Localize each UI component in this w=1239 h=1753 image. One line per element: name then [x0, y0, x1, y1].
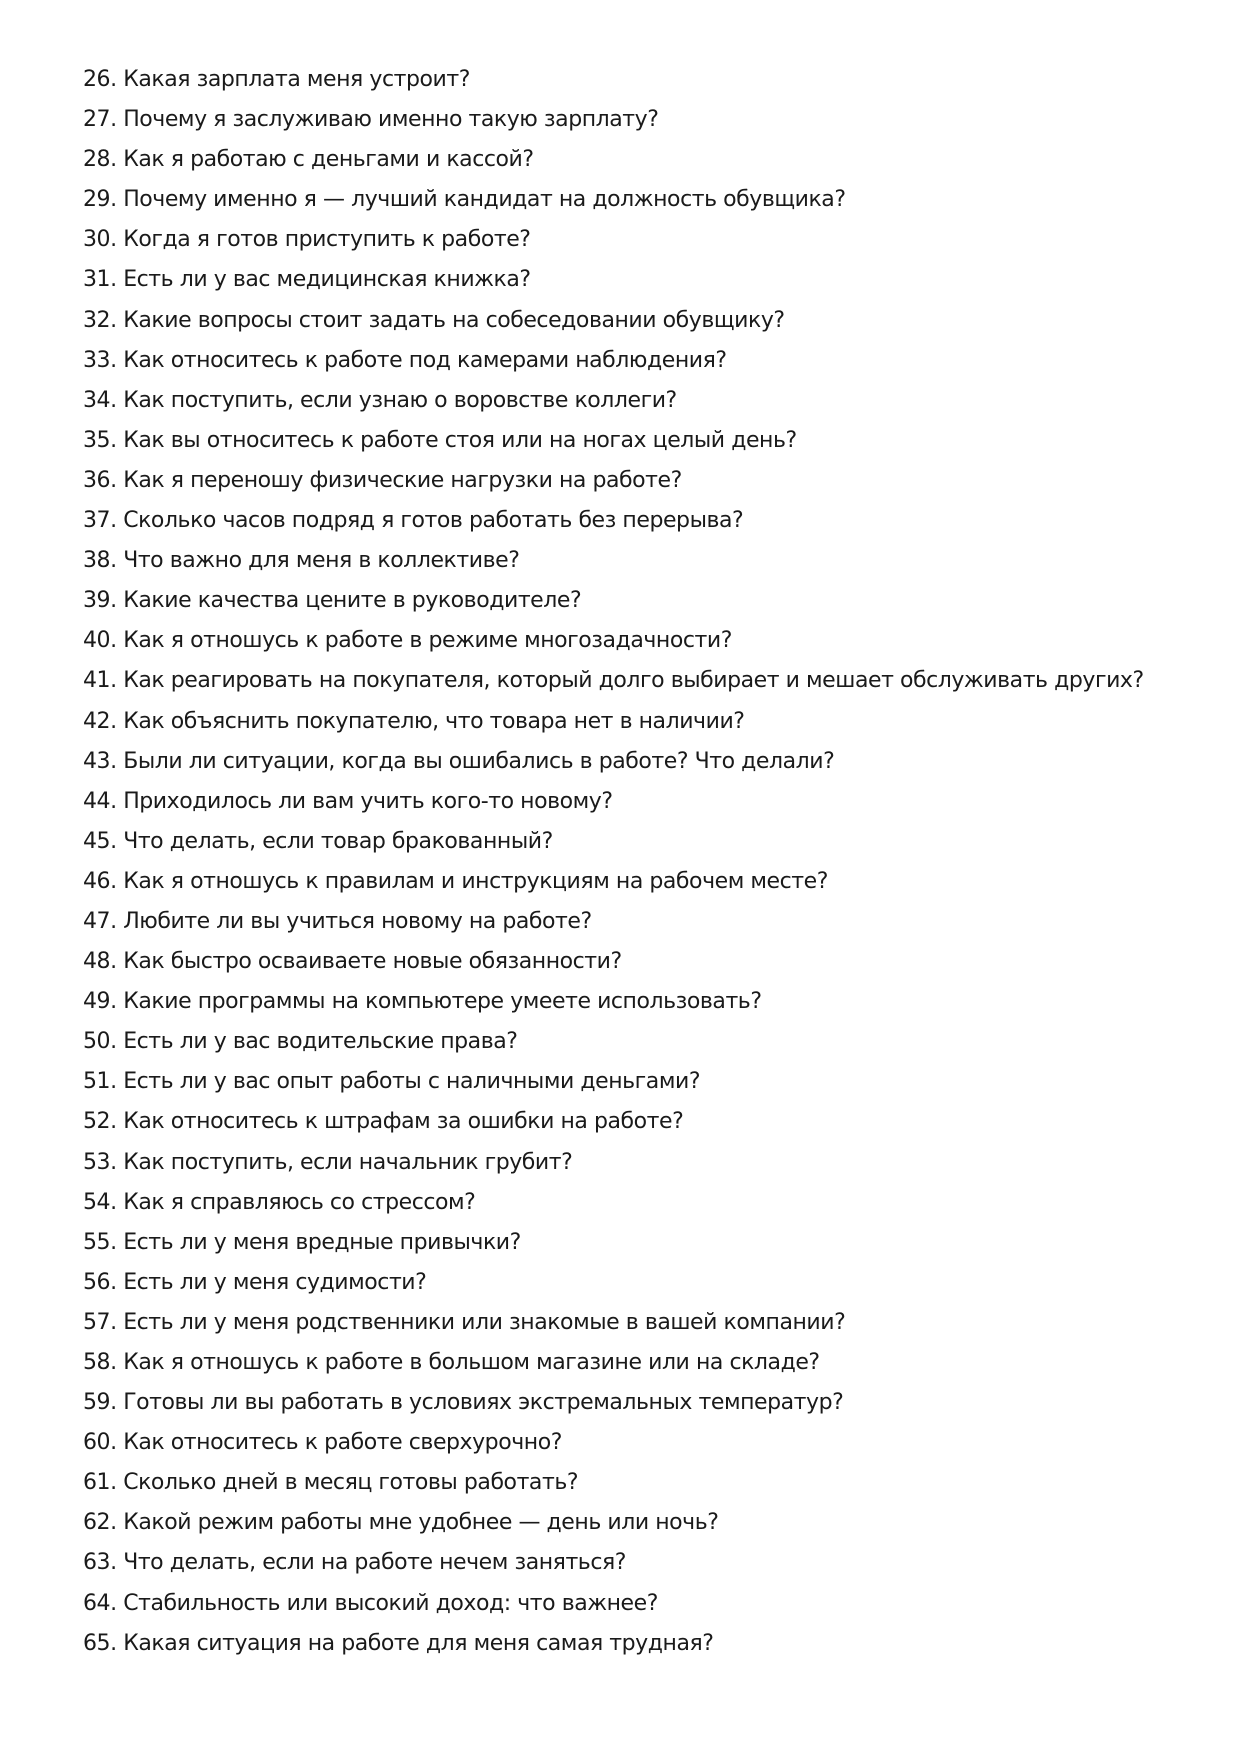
question-item — [83, 1463, 1213, 1503]
question-number: 65. — [83, 1630, 117, 1656]
question-text: Есть ли у вас опыт работы с наличными деньгами? — [123, 1069, 701, 1095]
question-item — [83, 1062, 1213, 1102]
question-number: 64. — [83, 1590, 117, 1616]
question-text: Готовы ли вы работать в условиях экстремальных температур? — [123, 1390, 844, 1416]
question-number: 29. — [83, 187, 117, 213]
question-number: 40. — [83, 628, 117, 654]
question-number: 41. — [83, 668, 117, 694]
question-text: Сколько часов подряд я готов работать без перерыва? — [123, 508, 744, 534]
question-item — [83, 301, 1213, 341]
question-number: 50. — [83, 1029, 117, 1055]
question-text: Как относитесь к работе сверхурочно? — [123, 1430, 562, 1456]
question-item — [83, 1263, 1213, 1303]
question-number: 39. — [83, 588, 117, 614]
question-item — [83, 742, 1213, 782]
question-item — [83, 140, 1213, 180]
question-text: Есть ли у меня родственники или знакомые в вашей компании? — [123, 1309, 846, 1335]
question-number: 32. — [83, 307, 117, 333]
question-item — [83, 461, 1213, 501]
question-number: 37. — [83, 508, 117, 534]
question-number: 44. — [83, 788, 117, 814]
question-text: Как я справляюсь со стрессом? — [123, 1189, 476, 1215]
question-number: 53. — [83, 1149, 117, 1175]
question-text: Есть ли у вас медицинская книжка? — [123, 267, 531, 293]
question-number: 60. — [83, 1430, 117, 1456]
question-item — [83, 341, 1213, 381]
question-number: 46. — [83, 868, 117, 894]
question-item — [83, 1624, 1213, 1664]
question-item — [83, 1223, 1213, 1263]
question-number: 49. — [83, 989, 117, 1015]
question-item — [83, 1343, 1213, 1383]
question-number: 56. — [83, 1269, 117, 1295]
question-number: 30. — [83, 227, 117, 253]
question-text: Какая ситуация на работе для меня самая трудная? — [123, 1630, 714, 1656]
question-text: Были ли ситуации, когда вы ошибались в работе? Что делали? — [123, 748, 835, 774]
question-text: Стабильность или высокий доход: что важнее? — [123, 1590, 658, 1616]
question-text: Приходилось ли вам учить кого-то новому? — [123, 788, 613, 814]
question-item — [83, 60, 1213, 100]
question-number: 36. — [83, 467, 117, 493]
question-text: Какая зарплата меня устроит? — [123, 67, 470, 92]
question-text: Сколько дней в месяц готовы работать? — [123, 1470, 579, 1496]
question-number: 52. — [83, 1109, 117, 1135]
question-text: Что делать, если на работе нечем заняться? — [123, 1550, 626, 1576]
question-number: 43. — [83, 748, 117, 774]
question-text: Как реагировать на покупателя, который долго выбирает и мешает обслуживать других? — [123, 668, 1144, 694]
question-number: 38. — [83, 548, 117, 574]
question-text: Почему я заслуживаю именно такую зарплату? — [123, 107, 659, 133]
question-number: 61. — [83, 1470, 117, 1496]
question-text: Как я переношу физические нагрузки на работе? — [123, 467, 682, 493]
question-item — [83, 1423, 1213, 1463]
question-item — [83, 1503, 1213, 1543]
question-item — [83, 100, 1213, 140]
question-text: Что делать, если товар бракованный? — [123, 828, 553, 854]
question-text: Как быстро осваиваете новые обязанности? — [123, 949, 622, 975]
question-item — [83, 1383, 1213, 1423]
question-text: Когда я готов приступить к работе? — [123, 227, 531, 253]
question-text: Как я отношусь к работе в большом магазине или на складе? — [123, 1350, 820, 1375]
question-item — [83, 1584, 1213, 1624]
question-number: 35. — [83, 427, 117, 453]
question-item — [83, 1183, 1213, 1223]
question-text: Какие программы на компьютере умеете использовать? — [123, 989, 762, 1015]
question-list — [83, 60, 1213, 1664]
question-number: 31. — [83, 267, 117, 293]
question-item — [83, 541, 1213, 581]
question-text: Что важно для меня в коллективе? — [123, 548, 520, 574]
question-number: 55. — [83, 1229, 117, 1255]
question-item — [83, 661, 1213, 701]
question-text: Как вы относитесь к работе стоя или на ногах целый день? — [123, 427, 797, 453]
question-item — [83, 501, 1213, 541]
question-text: Как я отношусь к правилам и инструкциям на рабочем месте? — [123, 868, 828, 894]
question-item — [83, 220, 1213, 260]
question-item — [83, 260, 1213, 300]
question-text: Есть ли у вас водительские права? — [123, 1029, 518, 1055]
question-item — [83, 381, 1213, 421]
question-number: 26. — [83, 67, 117, 92]
question-text: Как я отношусь к работе в режиме многозадачности? — [123, 628, 732, 654]
question-text: Есть ли у меня судимости? — [123, 1269, 427, 1295]
question-text: Как относитесь к работе под камерами наблюдения? — [123, 347, 727, 373]
question-number: 48. — [83, 949, 117, 975]
question-text: Любите ли вы учиться новому на работе? — [123, 908, 592, 934]
question-text: Как поступить, если узнаю о воровстве коллеги? — [123, 387, 677, 413]
question-item — [83, 1102, 1213, 1142]
question-number: 42. — [83, 708, 117, 734]
question-number: 45. — [83, 828, 117, 854]
question-item — [83, 782, 1213, 822]
question-item — [83, 180, 1213, 220]
question-item — [83, 1543, 1213, 1583]
question-item — [83, 1143, 1213, 1183]
question-item — [83, 421, 1213, 461]
question-number: 33. — [83, 347, 117, 373]
question-item — [83, 822, 1213, 862]
question-item — [83, 621, 1213, 661]
question-number: 57. — [83, 1309, 117, 1335]
question-number: 59. — [83, 1390, 117, 1416]
question-number: 62. — [83, 1510, 117, 1536]
question-text: Какой режим работы мне удобнее — день или ночь? — [123, 1510, 719, 1536]
question-number: 51. — [83, 1069, 117, 1095]
question-item — [83, 1022, 1213, 1062]
question-item — [83, 982, 1213, 1022]
question-item — [83, 942, 1213, 982]
question-item — [83, 702, 1213, 742]
question-number: 47. — [83, 908, 117, 934]
question-text: Какие качества цените в руководителе? — [123, 588, 582, 614]
question-number: 63. — [83, 1550, 117, 1576]
question-number: 34. — [83, 387, 117, 413]
question-number: 54. — [83, 1189, 117, 1215]
question-text: Как поступить, если начальник грубит? — [123, 1149, 573, 1175]
question-text: Как объяснить покупателю, что товара нет в наличии? — [123, 708, 745, 734]
question-text: Есть ли у меня вредные привычки? — [123, 1229, 521, 1255]
question-text: Как относитесь к штрафам за ошибки на работе? — [123, 1109, 684, 1135]
question-number: 28. — [83, 147, 117, 173]
question-text: Какие вопросы стоит задать на собеседовании обувщику? — [123, 307, 785, 333]
question-item — [83, 581, 1213, 621]
question-item — [83, 902, 1213, 942]
question-number: 58. — [83, 1350, 117, 1375]
question-item — [83, 862, 1213, 902]
question-item — [83, 1303, 1213, 1343]
question-text: Как я работаю с деньгами и кассой? — [123, 147, 534, 173]
question-number: 27. — [83, 107, 117, 133]
question-text: Почему именно я — лучший кандидат на должность обувщика? — [123, 187, 846, 213]
